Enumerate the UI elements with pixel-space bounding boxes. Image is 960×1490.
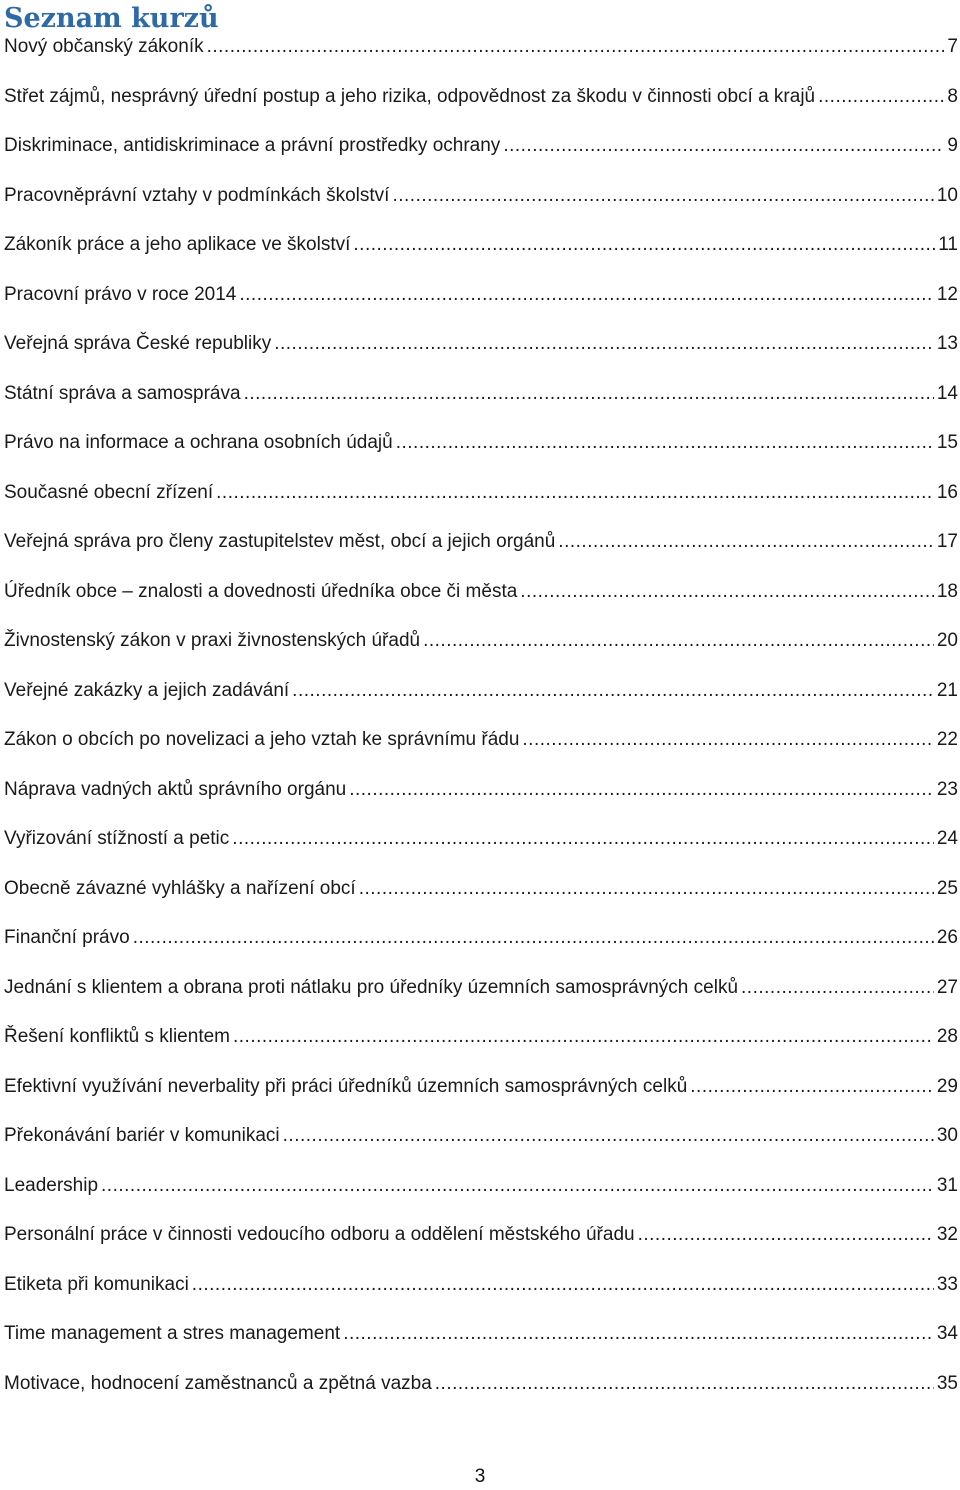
toc-entry[interactable]	[4, 1175, 960, 1225]
toc-entry-label: Pracovněprávní vztahy v podmínkách školství	[4, 184, 390, 206]
toc-entry-page: 9	[947, 135, 958, 156]
toc-entry[interactable]	[4, 482, 960, 532]
toc-title: Seznam kurzů	[4, 3, 219, 34]
toc-entry-label: Státní správa a samospráva	[4, 382, 241, 404]
toc-entry[interactable]	[4, 1224, 960, 1274]
toc-entry[interactable]	[4, 828, 960, 878]
toc-dot-leader	[818, 86, 944, 108]
toc-entry-label: Motivace, hodnocení zaměstnanců a zpětná vazba	[4, 1372, 432, 1394]
toc-entry-label: Efektivní využívání neverbality při práci úředníků územních samosprávných celků	[4, 1075, 688, 1097]
toc-entry-label: Veřejná správa České republiky	[4, 333, 272, 354]
toc-entry-page: 20	[936, 630, 958, 651]
toc-dot-leader	[192, 1274, 934, 1296]
toc-entry-page: 31	[936, 1174, 958, 1196]
toc-entry-page: 13	[936, 333, 958, 354]
toc-entry-label: Střet zájmů, nesprávný úřední postup a jeho rizika, odpovědnost za škodu v činnosti obcí a krajů	[4, 85, 816, 107]
toc-entry[interactable]	[4, 581, 960, 631]
toc-dot-leader	[101, 1175, 934, 1197]
toc-entry-label: Obecně závazné vyhlášky a nařízení obcí	[4, 877, 356, 899]
toc-entry-page: 33	[936, 1273, 958, 1295]
toc-entry[interactable]	[4, 977, 960, 1027]
toc-entry[interactable]	[4, 680, 960, 730]
toc-dot-leader	[353, 234, 935, 256]
toc-entry-page: 10	[936, 184, 958, 206]
toc-dot-leader	[638, 1224, 934, 1246]
toc-entry[interactable]	[4, 234, 960, 284]
toc-dot-leader	[239, 284, 934, 306]
toc-entry[interactable]	[4, 729, 960, 779]
toc-entry-label: Etiketa při komunikaci	[4, 1273, 189, 1295]
toc-dot-leader	[690, 1076, 934, 1098]
toc-entry-label: Personální práce v činnosti vedoucího odboru a oddělení městského úřadu	[4, 1224, 635, 1245]
toc-entry[interactable]	[4, 878, 960, 928]
toc-entry[interactable]	[4, 135, 960, 185]
toc-entry-page: 16	[936, 481, 958, 503]
toc-entry[interactable]	[4, 1026, 960, 1076]
toc-entry-page: 26	[936, 927, 958, 948]
toc-entry-page: 15	[936, 432, 958, 453]
toc-entry-label: Současné obecní zřízení	[4, 481, 214, 503]
toc-entry[interactable]	[4, 36, 960, 86]
toc-entry-page: 7	[947, 36, 958, 57]
toc-entry[interactable]	[4, 383, 960, 433]
toc-entry-page: 32	[936, 1224, 958, 1245]
toc-entry[interactable]	[4, 1125, 960, 1175]
toc-entry-label: Vyřizování stížností a petic	[4, 828, 230, 849]
toc-entry-label: Řešení konfliktů s klientem	[4, 1026, 230, 1047]
toc-entry-page: 30	[936, 1125, 958, 1146]
toc-entry[interactable]	[4, 1076, 960, 1126]
toc-entry-label: Zákon o obcích po novelizaci a jeho vztah ke správnímu řádu	[4, 729, 520, 750]
toc-dot-leader	[283, 1125, 934, 1147]
toc-dot-leader	[520, 581, 934, 603]
toc-entry-page: 28	[936, 1026, 958, 1047]
toc-dot-leader	[423, 630, 934, 652]
toc-dot-leader	[207, 36, 945, 58]
toc-entry-label: Úředník obce – znalosti a dovednosti úředníka obce či města	[4, 580, 518, 602]
toc-entry-page: 23	[936, 778, 958, 800]
toc-entry-page: 14	[936, 382, 958, 404]
toc-entry[interactable]	[4, 86, 960, 136]
toc-dot-leader	[503, 135, 944, 157]
toc-dot-leader	[435, 1373, 934, 1395]
toc-dot-leader	[274, 333, 934, 355]
page-number: 3	[474, 1466, 486, 1487]
toc-entry[interactable]	[4, 1274, 960, 1324]
toc-dot-leader	[392, 185, 933, 207]
toc-dot-leader	[349, 779, 934, 801]
toc-dot-leader	[133, 927, 934, 949]
toc-entry[interactable]	[4, 185, 960, 235]
toc-entry-label: Zákoník práce a jeho aplikace ve školství	[4, 234, 351, 255]
toc-entry-label: Time management a stres management	[4, 1323, 341, 1344]
toc-entry[interactable]	[4, 333, 960, 383]
toc-entry[interactable]	[4, 1323, 960, 1373]
toc-entry-label: Překonávání bariér v komunikaci	[4, 1125, 280, 1146]
toc-entry-label: Právo na informace a ochrana osobních údajů	[4, 432, 393, 453]
toc-list	[4, 36, 960, 1422]
toc-dot-leader	[343, 1323, 934, 1345]
toc-entry-label: Veřejné zakázky a jejich zadávání	[4, 679, 290, 701]
toc-dot-leader	[233, 1026, 934, 1048]
toc-dot-leader	[396, 432, 934, 454]
toc-entry-page: 25	[936, 877, 958, 899]
toc-dot-leader	[359, 878, 934, 900]
toc-entry-label: Diskriminace, antidiskriminace a právní prostředky ochrany	[4, 135, 501, 156]
toc-entry-label: Leadership	[4, 1174, 99, 1196]
toc-entry[interactable]	[4, 927, 960, 977]
toc-entry[interactable]	[4, 432, 960, 482]
toc-entry-page: 29	[936, 1075, 958, 1097]
toc-entry-page: 11	[938, 234, 958, 255]
toc-entry-page: 34	[936, 1323, 958, 1344]
toc-entry-label: Nový občanský zákoník	[4, 36, 204, 57]
toc-entry-label: Živnostenský zákon v praxi živnostenských úřadů	[4, 630, 421, 651]
toc-entry-label: Finanční právo	[4, 927, 130, 948]
toc-entry-label: Pracovní právo v roce 2014	[4, 283, 237, 305]
toc-entry-label: Náprava vadných aktů správního orgánu	[4, 778, 347, 800]
toc-entry[interactable]	[4, 779, 960, 829]
toc-entry-page: 27	[936, 976, 958, 998]
toc-entry[interactable]	[4, 630, 960, 680]
toc-entry[interactable]	[4, 531, 960, 581]
toc-dot-leader	[216, 482, 934, 504]
toc-entry-page: 18	[936, 580, 958, 602]
toc-entry-label: Veřejná správa pro členy zastupitelstev měst, obcí a jejich orgánů	[4, 531, 556, 552]
toc-entry[interactable]	[4, 284, 960, 334]
toc-entry-page: 21	[936, 679, 958, 701]
toc-entry[interactable]	[4, 1373, 960, 1423]
toc-dot-leader	[292, 680, 934, 702]
toc-entry-page: 8	[947, 85, 958, 107]
toc-dot-leader	[232, 828, 934, 850]
toc-entry-label: Jednání s klientem a obrana proti nátlaku pro úředníky územních samosprávných celků	[4, 976, 739, 998]
toc-dot-leader	[522, 729, 933, 751]
toc-entry-page: 12	[936, 283, 958, 305]
toc-dot-leader	[244, 383, 934, 405]
toc-dot-leader	[558, 531, 934, 553]
toc-entry-page: 17	[936, 531, 958, 552]
toc-dot-leader	[741, 977, 934, 999]
toc-entry-page: 22	[936, 729, 958, 750]
toc-entry-page: 24	[936, 828, 958, 849]
toc-entry-page: 35	[936, 1372, 958, 1394]
